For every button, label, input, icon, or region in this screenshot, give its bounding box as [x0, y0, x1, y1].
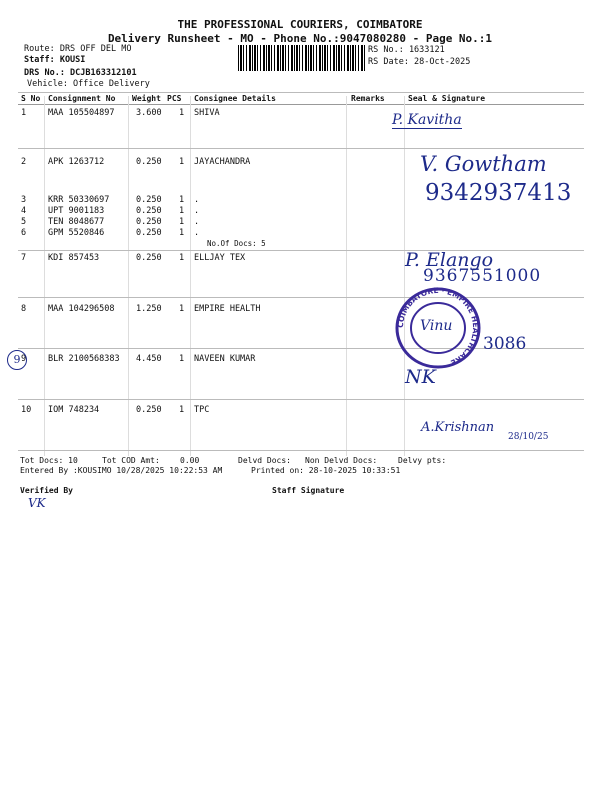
phone-row-2: 9342937413: [425, 180, 572, 206]
col-divider: [44, 96, 45, 456]
row-weight: 0.250: [136, 405, 162, 415]
col-remarks: Remarks: [351, 94, 385, 103]
signature-row-9: NK: [405, 366, 436, 388]
stamp-text: COIMBATORE · EMPIRE HEALTHCARE: [395, 286, 481, 368]
row-consignee: .: [194, 195, 200, 205]
row-sno: 4: [21, 206, 27, 216]
col-divider: [128, 96, 129, 456]
rs-number: RS No.: 1633121: [368, 45, 445, 55]
row-pcs: 1: [179, 206, 185, 216]
row-sno: 3: [21, 195, 27, 205]
row-pcs: 1: [179, 217, 185, 227]
row-pcs: 1: [179, 195, 185, 205]
tot-docs: Tot Docs: 10: [20, 456, 78, 465]
row-rule: [18, 450, 584, 451]
row-sno: 1: [21, 108, 27, 118]
col-divider: [190, 96, 191, 456]
row-weight: 1.250: [136, 304, 162, 314]
row-cons: UPT 9001183: [48, 206, 105, 216]
row-cons: TEN 8048677: [48, 217, 105, 227]
delvy-pts: Delvy pts:: [398, 456, 447, 465]
signature-row-7: P. Elango: [405, 249, 494, 271]
row-cons: BLR 2100568383: [48, 354, 120, 364]
row-pcs: 1: [179, 304, 185, 314]
col-sno: S No: [21, 94, 41, 103]
row-cons: KDI 857453: [48, 253, 100, 263]
staff-label: Staff: KOUSI: [24, 55, 86, 65]
col-consignee: Consignee Details: [194, 94, 276, 103]
row-weight: 0.250: [136, 157, 162, 167]
printed-on: Printed on: 28-10-2025 10:33:51: [251, 466, 401, 475]
row-sno: 6: [21, 228, 27, 238]
row-cons: MAA 104296508: [48, 304, 115, 314]
col-weight: Weight: [132, 94, 161, 103]
row-cons: IOM 748234: [48, 405, 100, 415]
row-consignee: .: [194, 206, 200, 216]
row-weight: 0.250: [136, 195, 162, 205]
vehicle-label: Vehicle: Office Delivery: [27, 79, 150, 89]
row-consignee: .: [194, 228, 200, 238]
row-cons: KRR 50330697: [48, 195, 110, 205]
row-rule: [18, 250, 584, 251]
header-rule-bottom: [18, 104, 584, 105]
runsheet-subtitle: Delivery Runsheet - MO - Phone No.:9047080280 - Page No.:1: [107, 32, 493, 45]
row-weight: 0.250: [136, 228, 162, 238]
row-sno: 9: [21, 354, 27, 364]
row-pcs: 1: [179, 253, 185, 263]
col-consignment: Consignment No: [48, 94, 116, 103]
delvd-docs: Delvd Docs:: [238, 456, 291, 465]
row-rule: [18, 399, 584, 400]
row-9-circle-mark: 9: [7, 350, 27, 370]
row-consignee: SHIVA: [194, 108, 220, 118]
col-divider: [404, 96, 405, 456]
tot-cod-label: Tot COD Amt:: [102, 456, 160, 465]
row-weight: 3.600: [136, 108, 162, 118]
verified-signature: VK: [28, 496, 46, 510]
row-consignee: NAVEEN KUMAR: [194, 354, 256, 364]
row-pcs: 1: [179, 228, 185, 238]
row-consignee: JAYACHANDRA: [194, 157, 251, 167]
row-consignee: TPC: [194, 405, 210, 415]
row-rule: [18, 297, 584, 298]
non-delvd-docs: Non Delvd Docs:: [305, 456, 378, 465]
row-consignee: EMPIRE HEALTH: [194, 304, 261, 314]
row-consignee: .: [194, 217, 200, 227]
drs-number: DRS No.: DCJB163312101: [24, 68, 137, 78]
barcode: [238, 45, 365, 71]
no-of-docs: No.Of Docs: 5: [207, 239, 266, 248]
staff-signature: Staff Signature: [272, 486, 345, 495]
signature-row-10: A.Krishnan: [421, 420, 495, 435]
col-pcs: PCS: [167, 94, 182, 103]
row-weight: 0.250: [136, 253, 162, 263]
header-rule-top: [18, 92, 584, 93]
row-sno: 5: [21, 217, 27, 227]
row-pcs: 1: [179, 354, 185, 364]
row-rule: [18, 148, 584, 149]
row-consignee: ELLJAY TEX: [194, 253, 246, 263]
company-title: THE PROFESSIONAL COURIERS, COIMBATORE: [177, 18, 423, 31]
row-cons: APK 1263712: [48, 157, 105, 167]
verified-by: Verified By: [20, 486, 73, 495]
row-sno: 2: [21, 157, 27, 167]
entered-by: Entered By :KOUSIMO 10/28/2025 10:22:53 AM: [20, 466, 223, 475]
row-weight: 0.250: [136, 217, 162, 227]
signature-row-2: V. Gowtham: [420, 152, 547, 176]
row-pcs: 1: [179, 405, 185, 415]
phone-row-7: 9367551000: [423, 266, 542, 286]
date-row-10: 28/10/25: [508, 432, 549, 442]
col-divider: [346, 96, 347, 456]
route-label: Route: DRS OFF DEL MO: [24, 44, 132, 54]
tot-cod-value: 0.00: [180, 456, 200, 465]
row-sno: 8: [21, 304, 27, 314]
row-weight: 4.450: [136, 354, 162, 364]
rs-date: RS Date: 28-Oct-2025: [368, 57, 471, 67]
row-cons: GPM 5520846: [48, 228, 105, 238]
row-sno: 10: [21, 405, 32, 415]
col-seal: Seal & Signature: [408, 94, 486, 103]
row-cons: MAA 105504897: [48, 108, 115, 118]
number-row-8: 3086: [483, 334, 527, 354]
signature-row-8: Vinu: [420, 318, 453, 334]
row-pcs: 1: [179, 157, 185, 167]
signature-row-1: P. Kavitha: [392, 112, 462, 128]
row-pcs: 1: [179, 108, 185, 118]
row-sno: 7: [21, 253, 27, 263]
row-weight: 0.250: [136, 206, 162, 216]
